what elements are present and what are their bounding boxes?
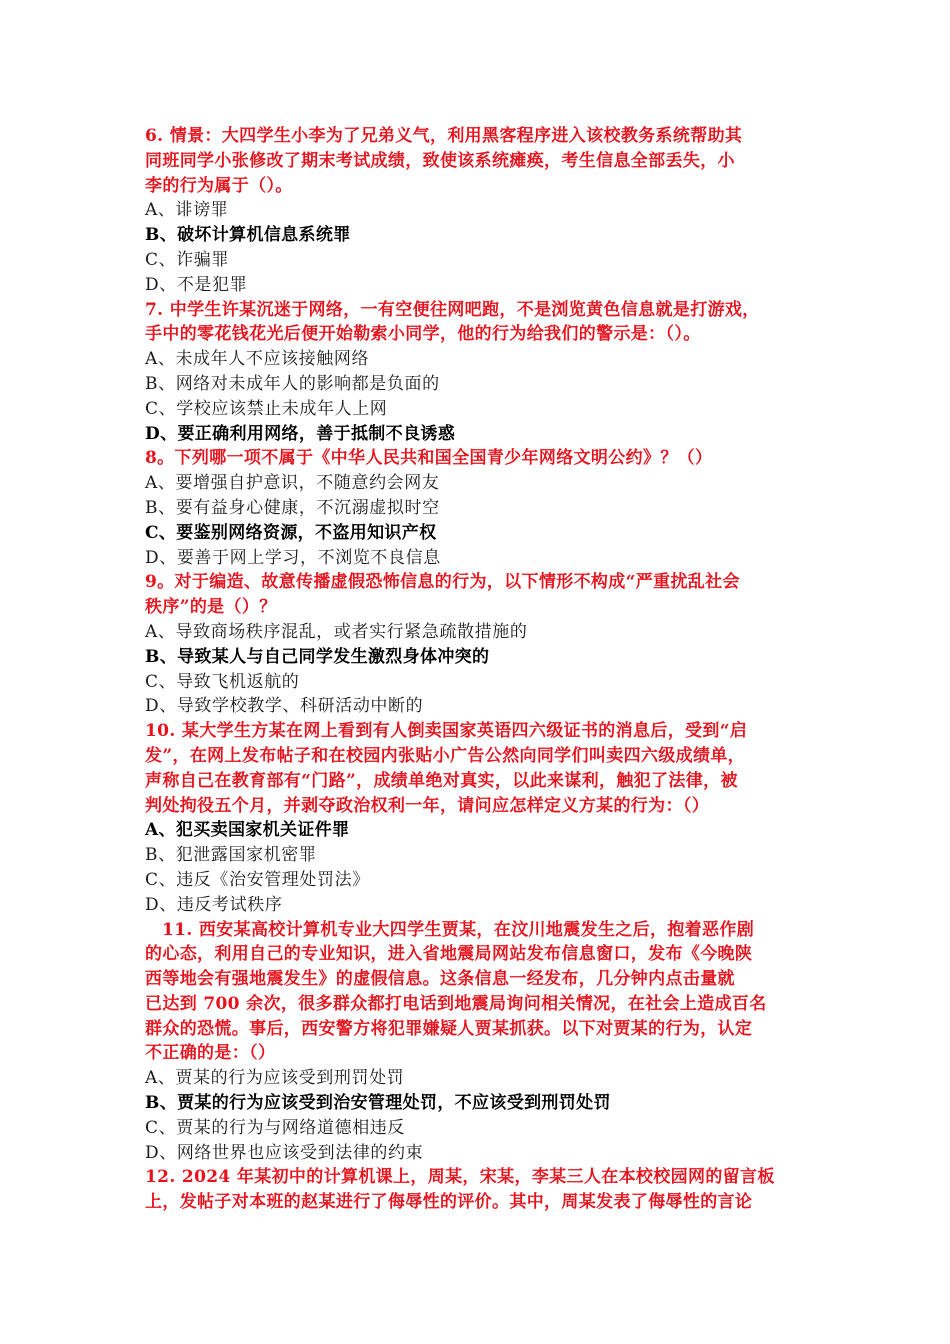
question-text-line: 声称自己在教育部有“门路”，成绩单绝对真实，以此来谋利，触犯了法律，被 [145, 770, 738, 791]
option-d-correct: D、要正确利用网络，善于抵制不良诱惑 [145, 423, 456, 444]
option-b-correct: B、贾某的行为应该受到治安管理处罚，不应该受到刑罚处罚 [145, 1093, 611, 1114]
option-d: D、违反考试秩序 [145, 894, 283, 915]
option-d: D、不是犯罪 [145, 274, 248, 295]
question-text-line: 的心态，利用自己的专业知识，进入省地震局网站发布信息窗口，发布《今晚陕 [145, 944, 753, 965]
option-a: A、未成年人不应该接触网络 [145, 349, 370, 370]
option-b: B、网络对未成年人的影响都是负面的 [145, 373, 440, 394]
question-text-line: 7. 中学生许某沉迷于网络，一有空便往网吧跑，不是浏览黄色信息就是打游戏， [145, 299, 760, 320]
question-8 [145, 446, 805, 570]
question-text-line: 8。下列哪一项不属于《中华人民共和国全国青少年网络文明公约》？（） [145, 448, 713, 469]
question-text-line: 不正确的是：（） [145, 1043, 276, 1064]
option-c: C、诈骗罪 [145, 249, 230, 270]
question-text-line: 判处拘役五个月，并剥夺政治权利一年，请问应怎样定义方某的行为：（） [145, 795, 710, 816]
option-c: C、导致飞机返航的 [145, 671, 300, 692]
question-10 [145, 719, 805, 917]
question-text-line: 12. 2024 年某初中的计算机课上，周某，宋某，李某三人在本校校园网的留言板 [145, 1167, 775, 1188]
question-11 [145, 918, 805, 1166]
document-page [145, 124, 805, 1215]
option-a: A、导致商场秩序混乱，或者实行紧急疏散措施的 [145, 621, 528, 642]
option-c-correct: C、要鉴别网络资源，不盗用知识产权 [145, 522, 437, 543]
question-text-line: 11. 西安某高校计算机专业大四学生贾某，在汶川地震发生之后，抱着恶作剧 [162, 919, 755, 940]
question-7 [145, 298, 805, 447]
option-d: D、网络世界也应该受到法律的约束 [145, 1142, 424, 1163]
question-text-line: 发”，在网上发布帖子和在校园内张贴小广告公然向同学们叫卖四六级成绩单， [145, 745, 746, 766]
option-b-correct: B、破坏计算机信息系统罪 [145, 225, 351, 246]
question-text-line: 上，发帖子对本班的赵某进行了侮辱性的评价。其中，周某发表了侮辱性的言论 [145, 1192, 753, 1213]
option-c: C、违反《治安管理处罚法》 [145, 869, 370, 890]
option-a: A、贾某的行为应该受到刑罚处罚 [145, 1068, 405, 1089]
option-d: D、要善于网上学习，不浏览不良信息 [145, 547, 441, 568]
option-b: B、犯泄露国家机密罪 [145, 845, 317, 866]
option-a: A、要增强自护意识，不随意约会网友 [145, 473, 440, 494]
option-b-correct: B、导致某人与自己同学发生激烈身体冲突的 [145, 646, 490, 667]
question-text-line: 手中的零花钱花光后便开始勒索小同学，他的行为给我们的警示是：（）。 [145, 324, 701, 345]
question-12 [145, 1165, 805, 1215]
question-text-line: 李的行为属于（）。 [145, 175, 293, 196]
option-a: A、诽谤罪 [145, 200, 229, 221]
option-c: C、贾某的行为与网络道德相违反 [145, 1117, 406, 1138]
question-text-line: 群众的恐慌。事后，西安警方将犯罪嫌疑人贾某抓获。以下对贾某的行为，认定 [145, 1018, 753, 1039]
option-d: D、导致学校教学、科研活动中断的 [145, 696, 424, 717]
option-a-correct: A、犯买卖国家机关证件罪 [145, 820, 350, 841]
question-text-line: 6. 情景：大四学生小李为了兄弟义气，利用黑客程序进入该校教务系统帮助其 [145, 126, 743, 146]
question-text-line: 同班同学小张修改了期末考试成绩，致使该系统瘫痪，考生信息全部丢失，小 [145, 150, 735, 171]
question-text-line: 10. 某大学生方某在网上看到有人倒卖国家英语四六级证书的消息后，受到“启 [145, 721, 748, 742]
question-text-line: 秩序”的是（）？ [145, 597, 277, 618]
question-9 [145, 570, 805, 719]
option-c: C、学校应该禁止未成年人上网 [145, 398, 388, 419]
question-6 [145, 124, 805, 298]
question-text-line: 已达到 700 余次，很多群众都打电话到地震局询问相关情况，在社会上造成百名 [145, 993, 767, 1014]
question-text-line: 西等地会有强地震发生》的虚假信息。这条信息一经发布，几分钟内点击量就 [145, 969, 735, 990]
question-text-line: 9。对于编造、故意传播虚假恐怖信息的行为，以下情形不构成“严重扰乱社会 [145, 572, 740, 593]
option-b: B、要有益身心健康，不沉溺虚拟时空 [145, 497, 440, 518]
